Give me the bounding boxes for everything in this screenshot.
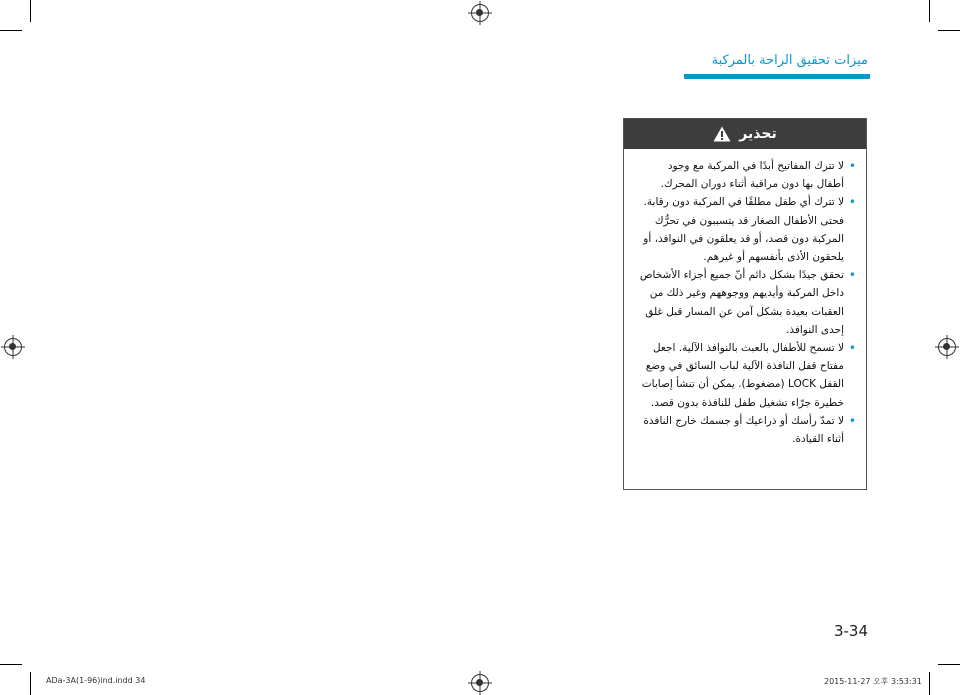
crop-mark: [929, 672, 930, 695]
crop-mark: [929, 0, 930, 22]
warning-item: [638, 412, 856, 448]
bullet-icon: •: [848, 159, 856, 173]
warning-item: [638, 339, 856, 412]
warning-box: [623, 118, 867, 490]
warning-list: [624, 149, 866, 456]
warning-item: [638, 266, 856, 339]
warning-item: [638, 193, 856, 266]
footer-date: 2015-11-27 오후 3:53:31: [824, 677, 922, 686]
warning-item-text: لا تترك المفاتيح أبدًا في المركبة مع وجود أطفال بها دون مراقبة أثناء دوران المحرك.: [660, 160, 844, 191]
bullet-icon: •: [848, 195, 856, 210]
bullet-icon: •: [848, 268, 856, 283]
registration-mark-bottom: [471, 674, 489, 692]
registration-mark-right: [938, 338, 956, 356]
warning-header: [624, 119, 866, 149]
warning-item-text: لا تسمح للأطفال بالعبث بالنوافذ الآلية. اجعل مفتاح قفل النافذة الآلية لباب السائق في وضع القفل LOCK (مضغوط). يمكن أن تنشأ إصابات خطيرة جرّاء تشغيل طفل للنافذة بدون قصد.: [641, 342, 844, 409]
warning-item: [638, 157, 856, 193]
bullet-icon: •: [848, 341, 856, 356]
section-title: ميزات تحقيق الراحة بالمركبة: [711, 53, 868, 68]
crop-mark: [938, 30, 960, 31]
warning-item-text: تحقق جيدًا بشكل دائم أنّ جميع أجزاء الأشخاص داخل المركبة وأيديهم ووجوههم وغير ذلك من العقبات بعيدة بشكل آمن عن المسار قبل غلق إحدى النوافذ.: [639, 269, 844, 336]
footer-file-name: ADa-3A(1-96)ind.indd 34: [46, 676, 146, 685]
registration-mark-left: [4, 338, 22, 356]
crop-mark: [30, 0, 31, 22]
crop-mark: [938, 664, 960, 665]
page-number: 3-34: [833, 622, 868, 640]
bullet-icon: •: [848, 413, 856, 428]
section-title-rule: [684, 74, 870, 79]
crop-mark: [0, 664, 22, 665]
warning-item-text: لا تمدّ رأسك أو ذراعيك أو جسمك خارج النافذة أثناء القيادة.: [643, 414, 844, 446]
crop-mark: [30, 672, 31, 695]
registration-mark-top: [471, 4, 489, 22]
crop-mark: [0, 30, 22, 31]
warning-item-text: لا تترك أي طفل مطلقًا في المركبة دون رقابة. فحتى الأطفال الصغار قد يتسببون في تحرُّك المركبة دون قصد، أو قد يعلقون في النوافذ، أو يلحقون الأذى بأنفسهم أو غيرهم.: [643, 196, 844, 264]
warning-triangle-icon: [713, 126, 731, 142]
warning-title: تحذير: [739, 126, 777, 142]
